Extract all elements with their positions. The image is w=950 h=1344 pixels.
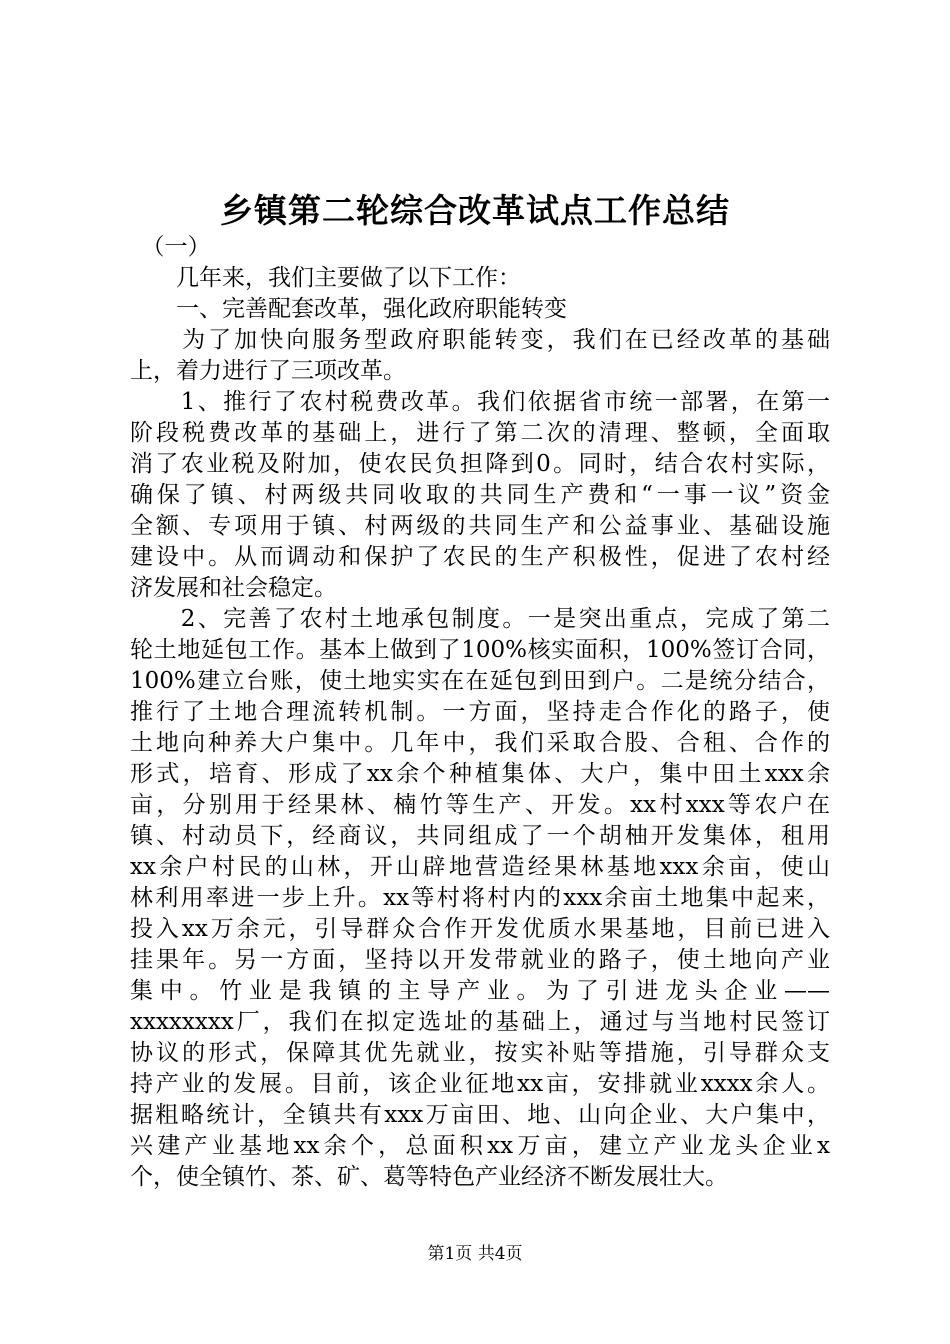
document-body (130, 232, 830, 1193)
body-line: 形式，培育、形成了xx余个种植集体、大户，集中田土xxx余 (130, 761, 830, 787)
body-line: 全额、专项用于镇、村两级的共同生产和公益事业、基础设施 (130, 513, 830, 539)
body-line: 济发展和社会稳定。 (130, 575, 337, 601)
body-line: 2、完善了农村土地承包制度。一是突出重点，完成了第二 (130, 606, 830, 632)
body-line: 为了加快向服务型政府职能转变，我们在已经改革的基础 (130, 327, 830, 353)
body-line: 推行了土地合理流转机制。一方面，坚持走合作化的路子，使 (130, 699, 830, 725)
body-line: 1、推行了农村税费改革。我们依据省市统一部署，在第一 (130, 389, 830, 415)
body-line: （一） (130, 234, 211, 260)
body-line: 一、完善配套改革，强化政府职能转变 (130, 296, 567, 322)
body-line: 投入xx万余元，引导群众合作开发优质水果基地，目前已进入 (130, 916, 830, 942)
body-line: 持产业的发展。目前，该企业征地xx亩，安排就业xxxx余人。 (130, 1071, 830, 1097)
body-line: 亩，分别用于经果林、楠竹等生产、开发。xx村xxx等农户在 (130, 792, 830, 818)
body-line: xx余户村民的山林，开山辟地营造经果林基地xxx余亩，使山 (130, 854, 830, 880)
document-title: 乡镇第二轮综合改革试点工作总结 (220, 191, 730, 230)
body-line: 兴建产业基地xx余个，总面积xx万亩，建立产业龙头企业x (130, 1133, 830, 1159)
body-line: 消了农业税及附加，使农民负担降到0。同时，结合农村实际， (130, 451, 830, 477)
body-line: 挂果年。另一方面，坚持以开发带就业的路子，使土地向产业 (130, 947, 830, 973)
body-line: 土地向种养大户集中。几年中，我们采取合股、合租、合作的 (130, 730, 830, 756)
body-line: 据粗略统计，全镇共有xxx万亩田、地、山向企业、大户集中， (130, 1102, 830, 1128)
body-line: 轮土地延包工作。基本上做到了100%核实面积，100%签订合同， (130, 637, 830, 663)
body-line: 林利用率进一步上升。xx等村将村内的xxx余亩土地集中起来， (130, 885, 830, 911)
body-line: 上，着力进行了三项改革。 (130, 358, 406, 384)
body-line: 100%建立台账，使土地实实在在延包到田到户。二是统分结合， (130, 668, 830, 694)
body-line: 阶段税费改革的基础上，进行了第二次的清理、整顿，全面取 (130, 420, 830, 446)
body-line: 个，使全镇竹、茶、矿、葛等特色产业经济不断发展壮大。 (130, 1164, 728, 1190)
body-line: 几年来，我们主要做了以下工作： (130, 265, 521, 291)
body-line: 协议的形式，保障其优先就业，按实补贴等措施，引导群众支 (130, 1040, 830, 1066)
page-footer: 第1页 共4页 (427, 1244, 523, 1264)
body-line: 镇、村动员下，经商议，共同组成了一个胡柚开发集体，租用 (130, 823, 830, 849)
body-line: 确保了镇、村两级共同收取的共同生产费和“一事一议”资金 (130, 482, 830, 508)
body-line: xxxxxxxx厂，我们在拟定选址的基础上，通过与当地村民签订 (130, 1009, 830, 1035)
body-line: 建设中。从而调动和保护了农民的生产积极性，促进了农村经 (130, 544, 830, 570)
body-line: 集中。竹业是我镇的主导产业。为了引进龙头企业—— (130, 978, 830, 1004)
